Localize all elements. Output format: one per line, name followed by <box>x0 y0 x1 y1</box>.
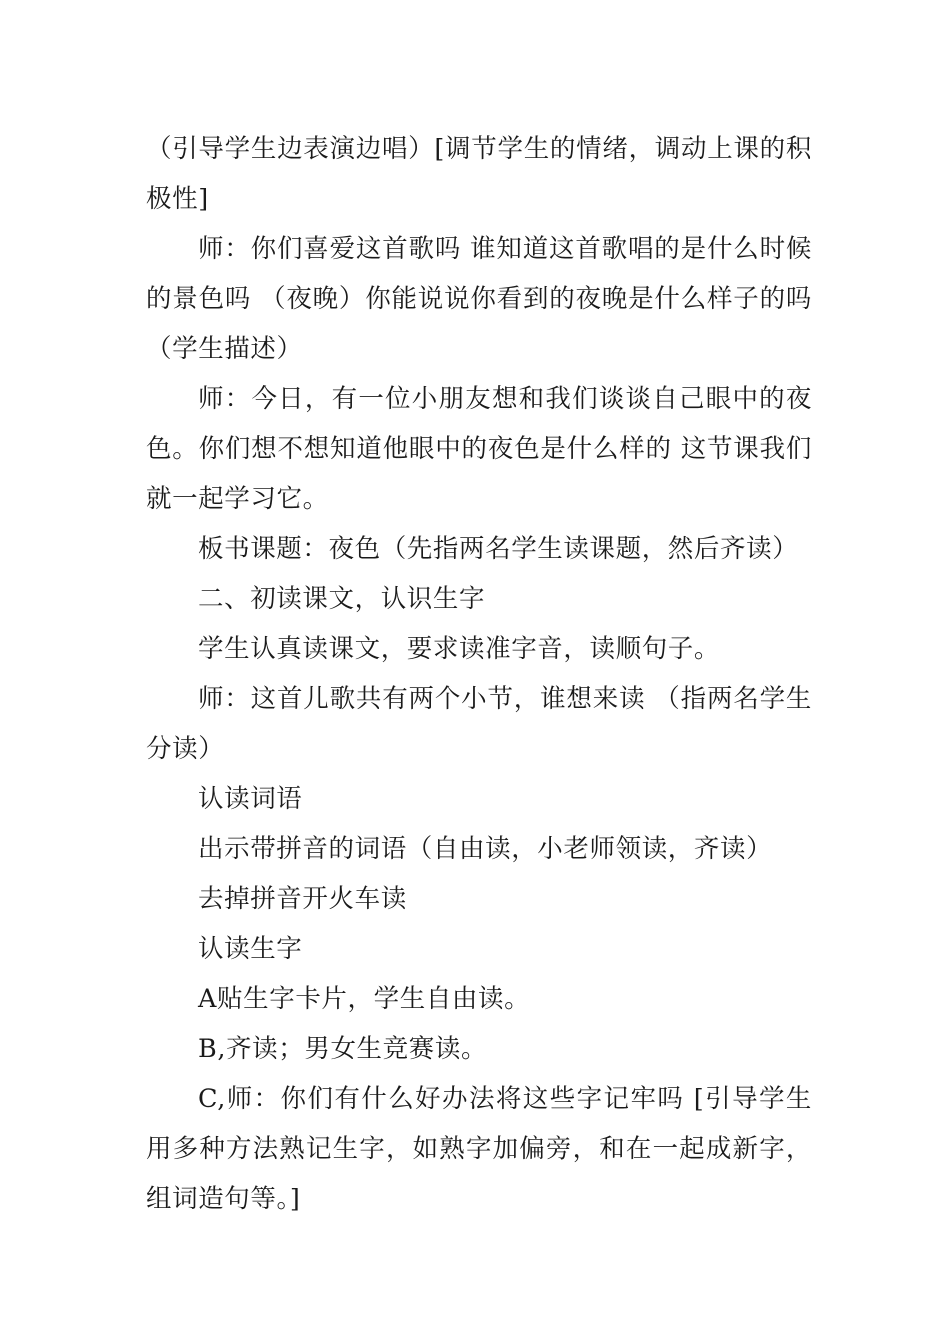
paragraph-10: 去掉拼音开火车读 <box>198 884 407 914</box>
paragraph-1: （引导学生边表演边唱）[调节学生的情绪，调动上课的积极性] <box>146 134 812 214</box>
paragraph-4: 板书课题：夜色（先指两名学生读课题，然后齐读） <box>198 534 799 564</box>
list-item-b: B,齐读；男女生竞赛读。 <box>198 1034 488 1064</box>
paragraph-7: 师：这首儿歌共有两个小节，谁想来读 （指两名学生分读） <box>146 684 812 764</box>
section-heading: 二、初读课文，认识生字 <box>198 584 486 614</box>
paragraph-9: 出示带拼音的词语（自由读，小老师领读，齐读） <box>198 834 773 864</box>
document-page <box>146 124 812 1224</box>
paragraph-6: 学生认真读课文，要求读准字音，读顺句子。 <box>198 634 721 664</box>
paragraph-3: 师：今日，有一位小朋友想和我们谈谈自己眼中的夜色。你们想不想知道他眼中的夜色是什么样的 这节课我们就一起学习它。 <box>146 384 812 514</box>
list-item-a: A贴生字卡片，学生自由读。 <box>198 984 531 1014</box>
paragraph-8: 认读词语 <box>198 784 303 814</box>
paragraph-11: 认读生字 <box>198 934 303 964</box>
list-item-c: C,师：你们有什么好办法将这些字记牢吗 [引导学生用多种方法熟记生字，如熟字加偏旁，和在一起成新字，组词造句等。] <box>146 1084 812 1214</box>
paragraph-2: 师：你们喜爱这首歌吗 谁知道这首歌唱的是什么时候的景色吗 （夜晚）你能说说你看到的夜晚是什么样子的吗（学生描述） <box>146 234 812 364</box>
